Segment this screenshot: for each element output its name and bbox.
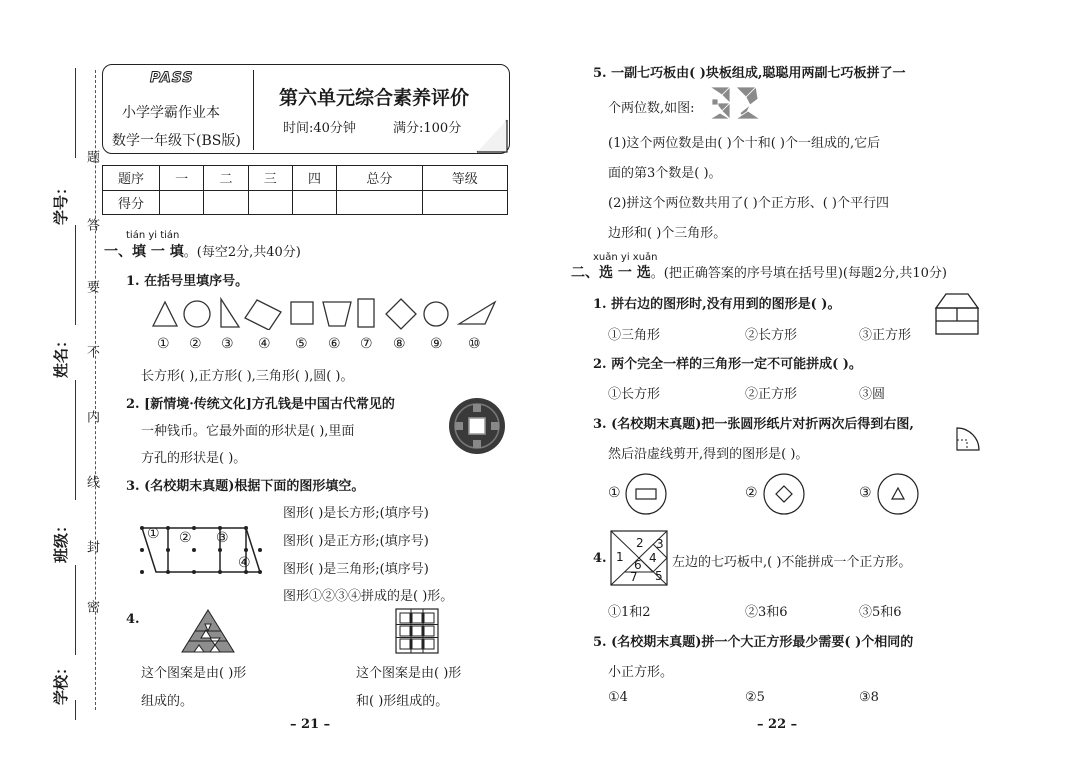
score-table xyxy=(102,165,508,215)
notice-char: 要 xyxy=(84,280,99,295)
q2-line3[interactable]: 方孔的形状是( )。 xyxy=(141,451,247,466)
s5-option-3[interactable]: ③8 xyxy=(859,690,879,705)
s2-option-1[interactable]: ①长方形 xyxy=(608,387,661,402)
score-table-header: 题序 xyxy=(103,166,160,191)
shape-number: ⑩ xyxy=(468,336,481,352)
s5-option-1[interactable]: ①4 xyxy=(608,690,628,705)
section2-header xyxy=(571,262,947,282)
s4-option-2[interactable]: ②3和6 xyxy=(745,605,788,620)
section1-title: 一、填 一 填 xyxy=(104,244,184,260)
folded-corner-icon xyxy=(475,118,511,154)
page-number-left: – 21 – xyxy=(290,717,331,732)
q5-line4[interactable]: 面的第3个数是( )。 xyxy=(608,166,722,181)
tangram-piece-label: 5 xyxy=(655,569,663,583)
s4-option-1[interactable]: ①1和2 xyxy=(608,605,651,620)
house-figure-icon xyxy=(934,292,980,336)
shape-number: ② xyxy=(189,336,202,352)
score-table-header: 三 xyxy=(248,166,292,191)
book-name: 小学学霸作业本 xyxy=(122,105,220,121)
q3-answer4[interactable]: 图形①②③④拼成的是( )形。 xyxy=(283,589,454,604)
shape-number: ⑤ xyxy=(295,336,308,352)
q5-line3[interactable]: (1)这个两位数是由( )个十和( )个一组成的,它后 xyxy=(608,136,881,151)
section1-header xyxy=(104,241,301,261)
s3-option-1[interactable]: ① xyxy=(608,485,621,501)
score-cell[interactable] xyxy=(160,190,204,215)
tangram-piece-label: 1 xyxy=(616,550,624,564)
q5-line2: 个两位数,如图: xyxy=(608,101,695,116)
name-label: 姓名： xyxy=(52,332,71,379)
q1-prompt: 1. 在括号里填序号。 xyxy=(126,274,249,289)
q1-answer[interactable]: 长方形( ),正方形( ),三角形( ),圆( )。 xyxy=(141,369,354,384)
figure-label: ③ xyxy=(216,530,229,546)
score-table-header: 等级 xyxy=(422,166,507,191)
s2-option-2[interactable]: ②正方形 xyxy=(745,387,798,402)
score-table-header: 总分 xyxy=(337,166,422,191)
ancient-coin-icon xyxy=(447,396,507,456)
s2-option-3[interactable]: ③圆 xyxy=(859,387,886,402)
s1-option-1[interactable]: ①三角形 xyxy=(608,328,661,343)
q5-line1[interactable]: 5. 一副七巧板由( )块板组成,聪聪用两副七巧板拼了一 xyxy=(593,66,906,81)
score-cell[interactable] xyxy=(337,190,422,215)
grade-label: 数学一年级下(BS版) xyxy=(112,133,241,149)
q3-answer1[interactable]: 图形( )是长方形;(填序号) xyxy=(283,506,429,521)
tangram-piece-label: 4 xyxy=(649,551,657,565)
circle-with-diamond-icon[interactable] xyxy=(762,472,806,516)
q4-b-line2[interactable]: 和( )形组成的。 xyxy=(356,694,449,709)
q4-a-line2: 组成的。 xyxy=(141,694,194,709)
q4-b-line1[interactable]: 这个图案是由( )形 xyxy=(356,666,462,681)
circle-shape-icon xyxy=(424,302,448,326)
class-label: 班级： xyxy=(52,517,71,564)
notice-char: 不 xyxy=(84,345,99,360)
section2-pinyin: xuǎn yi xuǎn xyxy=(593,252,658,263)
square-shape-icon xyxy=(291,302,313,324)
shape-number: ⑦ xyxy=(360,336,373,352)
full-score-label: 满分:100分 xyxy=(393,121,462,136)
shape-number: ④ xyxy=(258,336,271,352)
score-cell[interactable] xyxy=(422,190,507,215)
s3-option-2[interactable]: ② xyxy=(745,485,758,501)
tangram-piece-label: 2 xyxy=(636,536,644,550)
score-table-header: 二 xyxy=(204,166,248,191)
s5-line1[interactable]: 5. (名校期末真题)拼一个大正方形最少需要( )个相同的 xyxy=(593,635,914,650)
circle-with-rectangle-icon[interactable] xyxy=(624,472,668,516)
circle-shape-icon xyxy=(184,301,210,327)
folded-quarter-circle-icon xyxy=(955,426,981,452)
figure-label: ② xyxy=(179,530,192,546)
tangram-piece-label: 6 xyxy=(634,558,642,572)
notice-char: 封 xyxy=(84,540,99,555)
s3-option-3[interactable]: ③ xyxy=(859,485,872,501)
notice-char: 密 xyxy=(84,600,99,615)
score-cell[interactable] xyxy=(204,190,248,215)
diamond-square-shape-icon xyxy=(386,299,416,329)
school-label: 学校： xyxy=(52,659,71,706)
s1-option-2[interactable]: ②长方形 xyxy=(745,328,798,343)
s3-line1: 3. (名校期末真题)把一张圆形纸片对折两次后得到右图, xyxy=(593,417,914,432)
section2-note: 。(把正确答案的序号填在括号里)(每题2分,共10分) xyxy=(650,266,947,281)
pass-logo: PASS xyxy=(150,70,194,86)
tangram-piece-label: 7 xyxy=(630,570,638,584)
s4-number: 4. xyxy=(593,551,607,566)
score-row-label: 得分 xyxy=(103,190,160,215)
rectangle-shape-icon xyxy=(358,299,374,327)
s5-line2: 小正方形。 xyxy=(608,665,674,680)
right-triangle-shape-icon xyxy=(221,299,239,327)
s4-option-3[interactable]: ③5和6 xyxy=(859,605,902,620)
tilted-rectangle-shape-icon xyxy=(245,300,281,330)
tangram-32-icon xyxy=(708,85,762,121)
score-cell[interactable] xyxy=(292,190,336,215)
shape-number: ⑨ xyxy=(430,336,443,352)
circle-with-triangle-icon[interactable] xyxy=(876,472,920,516)
q3-answer2[interactable]: 图形( )是正方形;(填序号) xyxy=(283,534,429,549)
notice-char: 线 xyxy=(84,475,99,490)
obtuse-triangle-shape-icon xyxy=(459,302,495,324)
triangle-shape-icon xyxy=(153,302,177,326)
page-number-right: – 22 – xyxy=(757,717,798,732)
s4-text[interactable]: 左边的七巧板中,( )不能拼成一个正方形。 xyxy=(672,555,912,570)
notice-char: 题 xyxy=(84,150,99,165)
tangram-piece-label: 3 xyxy=(656,537,664,551)
shape-number: ① xyxy=(157,336,170,352)
q4-number: 4. xyxy=(126,612,140,627)
section1-note: 。(每空2分,共40分) xyxy=(183,245,301,260)
notice-char: 内 xyxy=(84,410,99,425)
score-table-header: 一 xyxy=(160,166,204,191)
time-label: 时间:40分钟 xyxy=(283,121,356,136)
q1-shapes xyxy=(145,296,505,330)
section2-title: 二、选 一 选 xyxy=(571,265,651,281)
score-table-header: 四 xyxy=(292,166,336,191)
figure-label: ④ xyxy=(238,555,251,571)
s1-option-3[interactable]: ③正方形 xyxy=(859,328,912,343)
square-pattern-icon xyxy=(395,608,439,654)
triangle-pattern-icon xyxy=(180,608,236,654)
q2-line2[interactable]: 一种钱币。它最外面的形状是( ),里面 xyxy=(141,424,355,439)
shape-number: ⑧ xyxy=(393,336,406,352)
shape-number: ③ xyxy=(221,336,234,352)
q3-prompt: 3. (名校期末真题)根据下面的图形填空。 xyxy=(126,479,365,494)
notice-char: 答 xyxy=(84,218,99,233)
q4-a-line1[interactable]: 这个图案是由( )形 xyxy=(141,666,247,681)
page-title: 第六单元综合素养评价 xyxy=(279,87,470,109)
s2-prompt[interactable]: 2. 两个完全一样的三角形一定不可能拼成( )。 xyxy=(593,357,862,372)
trapezoid-shape-icon xyxy=(323,302,351,326)
s3-line2[interactable]: 然后沿虚线剪开,得到的图形是( )。 xyxy=(608,447,809,462)
student-id-label: 学号： xyxy=(52,179,71,226)
q3-answer3[interactable]: 图形( )是三角形;(填序号) xyxy=(283,562,429,577)
section1-pinyin: tián yi tián xyxy=(126,230,180,241)
shape-number: ⑥ xyxy=(328,336,341,352)
figure-label: ① xyxy=(147,526,160,542)
s5-option-2[interactable]: ②5 xyxy=(745,690,765,705)
q5-line5[interactable]: (2)拼这个两位数共用了( )个正方形、( )个平行四 xyxy=(608,196,889,211)
score-cell[interactable] xyxy=(248,190,292,215)
s1-prompt[interactable]: 1. 拼右边的图形时,没有用到的图形是( )。 xyxy=(593,297,841,312)
q5-line6[interactable]: 边形和( )个三角形。 xyxy=(608,226,727,241)
q2-line1: 2. [新情境·传统文化]方孔钱是中国古代常见的 xyxy=(126,397,395,412)
